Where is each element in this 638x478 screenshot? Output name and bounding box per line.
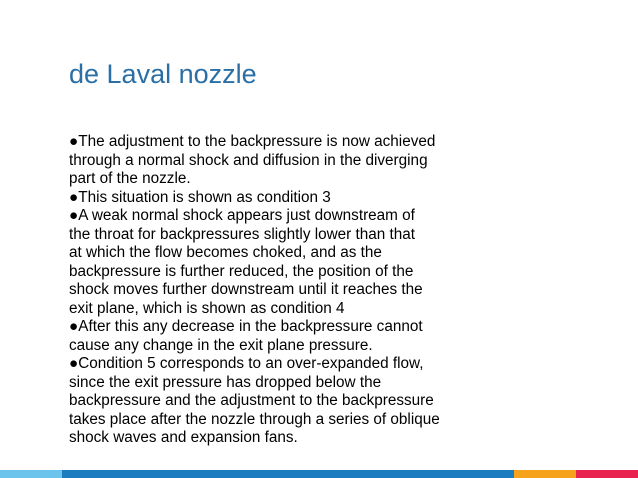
- body-line: ●Condition 5 corresponds to an over-expanded flow,: [69, 355, 424, 372]
- bar-segment-orange: [514, 470, 576, 478]
- bar-segment-light-blue: [0, 470, 62, 478]
- body-line: backpressure and the adjustment to the backpressure: [69, 392, 434, 409]
- body-line: ●After this any decrease in the backpressure cannot: [69, 318, 423, 335]
- body-line: exit plane, which is shown as condition 4: [69, 299, 345, 317]
- body-line: ●A weak normal shock appears just downstream of: [69, 207, 415, 224]
- body-line: since the exit pressure has dropped below the: [69, 373, 382, 391]
- body-line: at which the flow becomes choked, and as the: [69, 244, 382, 261]
- slide-body-text: [69, 133, 529, 448]
- body-line: through a normal shock and diffusion in the diverging: [69, 151, 428, 169]
- bar-segment-blue: [62, 470, 514, 478]
- body-line: the throat for backpressures slightly lower than that: [69, 225, 416, 243]
- body-line: part of the nozzle.: [69, 170, 191, 187]
- slide-title: de Laval nozzle: [69, 59, 257, 89]
- bar-segment-red: [576, 470, 638, 478]
- body-line: ●This situation is shown as condition 3: [69, 188, 331, 206]
- body-line: backpressure is further reduced, the position of the: [69, 262, 414, 280]
- bottom-color-bar: [0, 470, 638, 478]
- body-line: ●The adjustment to the backpressure is now achieved: [69, 133, 436, 150]
- body-line: cause any change in the exit plane pressure.: [69, 336, 373, 354]
- body-line: shock moves further downstream until it reaches the: [69, 281, 423, 298]
- body-line: shock waves and expansion fans.: [69, 429, 298, 446]
- body-line: takes place after the nozzle through a series of oblique: [69, 410, 440, 428]
